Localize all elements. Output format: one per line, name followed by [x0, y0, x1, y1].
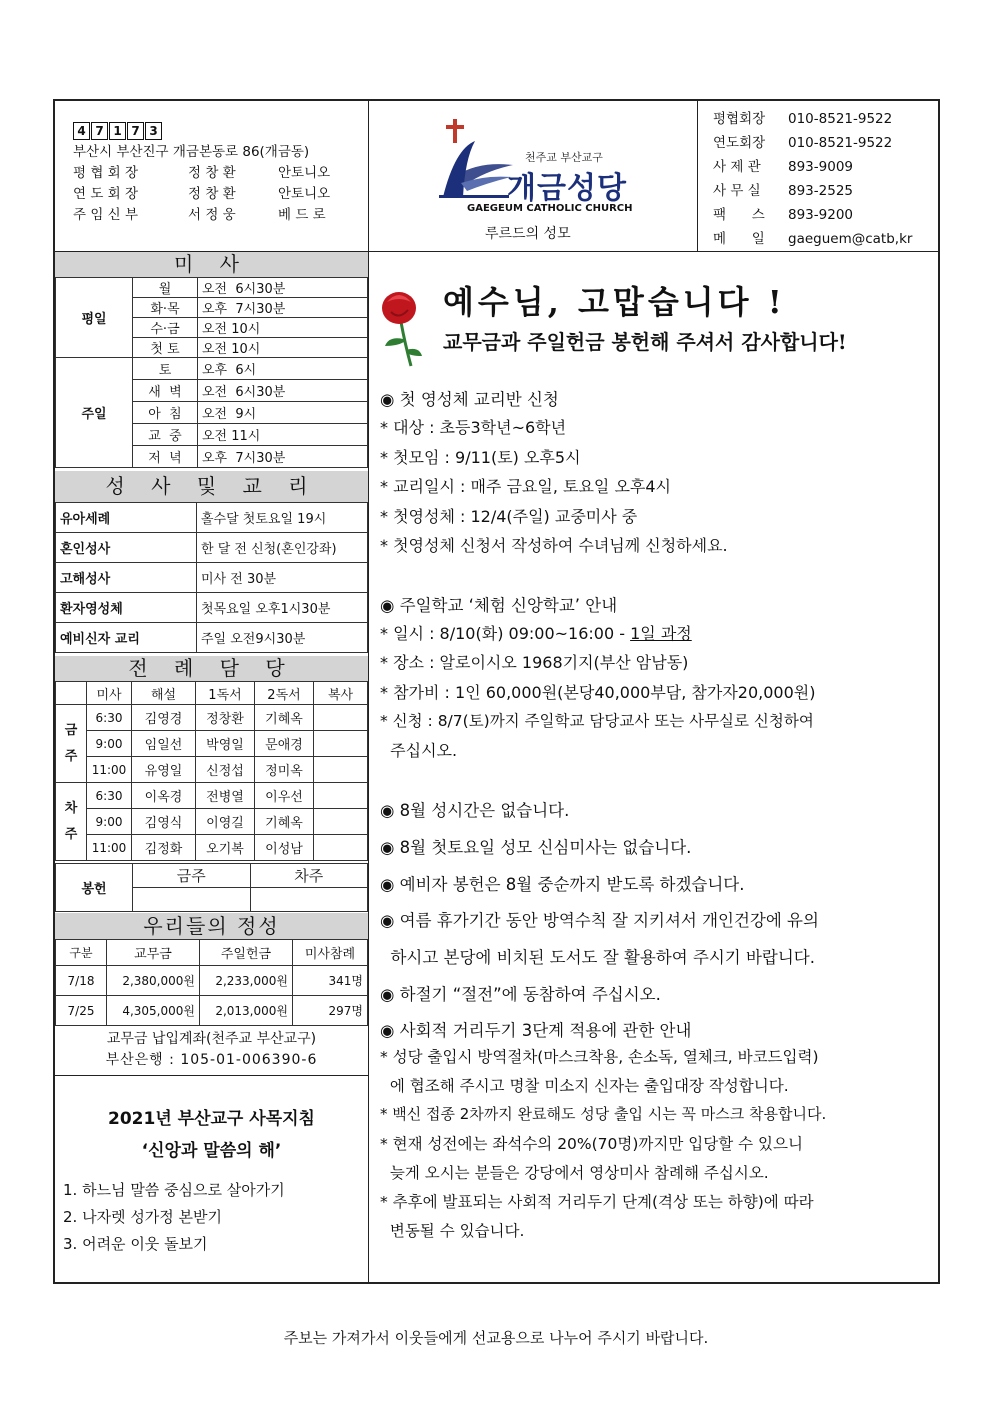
contact-row: 팩 스 893-9200 — [713, 207, 853, 223]
contact-row: 연도회장 010-8521-9522 — [713, 135, 893, 151]
text-line: 주십시오. — [380, 741, 458, 760]
postal-digit: 3 — [145, 122, 162, 140]
text-line: * 장소 : 알로이시오 1968기지(부산 암남동) — [380, 653, 689, 672]
contact-row: 평협회장 010-8521-9522 — [713, 111, 893, 127]
contact-row: 사 무 실 893-2525 — [713, 183, 853, 199]
column-divider — [368, 101, 369, 1284]
text-line: 변동될 수 있습니다. — [380, 1222, 525, 1240]
notice-item: ◉ 8월 첫토요일 성모 신심미사는 없습니다. — [380, 838, 692, 857]
logo-diocese: 천주교 부산교구 — [525, 151, 603, 164]
rose-icon — [375, 284, 425, 369]
donations-table: 구분 교무금 주일헌금 미사참례 7/18 2,380,000원 2,233,000원 341명 7/25 4,305,000원 2,013,000원 297명 — [55, 939, 368, 1026]
postal-digit: 7 — [91, 122, 108, 140]
text-line: * 첫모임 : 9/11(토) 오후5시 — [380, 448, 581, 467]
pastoral-list — [63, 1177, 285, 1258]
bulletin-frame — [53, 99, 940, 1284]
notice-item: ◉ 여름 휴가기간 동안 방역수칙 잘 지키셔서 개인건강에 유의 — [380, 911, 819, 930]
postal-digit: 7 — [127, 122, 144, 140]
logo-english: GAEGEUM CATHOLIC CHURCH — [467, 203, 633, 214]
text-line: * 백신 접종 2차까지 완료해도 성당 출입 시는 꼭 마스크 착용합니다. — [380, 1105, 827, 1123]
postal-code — [73, 121, 330, 142]
account-info: 교무금 납입계좌(천주교 부산교구) 부산은행 : 105-01-006390-6 — [105, 1031, 318, 1068]
pastoral-title: 2021년 부산교구 사목지침 — [108, 1109, 315, 1129]
header-info — [73, 121, 330, 226]
text-line: * 추후에 발표되는 사회적 거리두기 단계(격상 또는 하향)에 따라 — [380, 1193, 814, 1211]
text-line: * 대상 : 초등3학년~6학년 — [380, 418, 567, 437]
headline: 예수님, 고맙습니다 ! — [443, 283, 786, 321]
distancing-title: ◉ 사회적 거리두기 3단계 적용에 관한 안내 — [380, 1021, 692, 1040]
role-row: 평 협 회 장 정 창 환 안토니오 — [73, 165, 331, 181]
liturgy-header: 전 례 담 당 — [55, 656, 368, 681]
offering-table: 봉헌 금주 차주 — [55, 863, 368, 912]
footer-note: 주보는 가져가서 이웃들에게 선교용으로 나누어 주시기 바랍니다. — [283, 1329, 709, 1347]
liturgy-table: 미사 해설 1독서 2독서 복사 금 주 6:30 김영경 정창환 기혜옥 9:00 임일선 박영일 문애경 11:00 유영일 신정섭 정미옥 차 주 6:30 이옥경 전병열 이우선 9:00 김영식 이영길 기혜옥 11:00 김정화 오기복 이성남 — [55, 681, 368, 861]
list-item: 3. 어려운 이웃 돌보기 — [63, 1235, 208, 1253]
sacraments-table: 유아세례 홀수달 첫토요일 19시 혼인성사 한 달 전 신청(혼인강좌) 고해성사 미사 전 30분 환자영성체 첫목요일 오후1시30분 예비신자 교리 주일 오전9시30분 — [55, 502, 368, 653]
church-logo-icon — [435, 119, 515, 199]
text-line: * 첫영성체 : 12/4(주일) 교중미사 중 — [380, 507, 638, 526]
weekday-label: 평일 — [56, 278, 133, 358]
address: 부산시 부산진구 개금본동로 86(개금동) — [73, 144, 310, 160]
email-link[interactable]: gaeguem@catb,kr — [788, 231, 913, 247]
text-line: * 교리일시 : 매주 금요일, 토요일 오후4시 — [380, 477, 672, 496]
sunday-school-title: ◉ 주일학교 ‘체험 신앙학교’ 안내 — [380, 596, 618, 615]
text-line: * 현재 성전에는 좌석수의 20%(70명)까지만 입당할 수 있으니 — [380, 1135, 803, 1153]
sunday-label: 주일 — [56, 358, 133, 468]
logo-church-name: 개금성당 — [507, 171, 627, 206]
notice-item: 하시고 본당에 비치된 도서도 잘 활용하여 주시기 바랍니다. — [380, 948, 815, 967]
subheadline: 교무금과 주일헌금 봉헌해 주셔서 감사합니다! — [443, 330, 847, 354]
contact-list — [713, 107, 912, 251]
donations-header: 우리들의 정성 — [55, 913, 368, 939]
text-line: 늦게 오시는 분들은 강당에서 영상미사 참례해 주십시오. — [380, 1164, 769, 1182]
contact-row: 사 제 관 893-9009 — [713, 159, 853, 175]
pastoral-subtitle: ‘신앙과 말씀의 해’ — [141, 1141, 282, 1161]
text-line: * 참가비 : 1인 60,000원(본당40,000부담, 참가자20,000원) — [380, 683, 816, 702]
notice-item: ◉ 예비자 봉헌은 8월 중순까지 받도록 하겠습니다. — [380, 875, 745, 894]
notice-item: ◉ 하절기 “절전”에 동참하여 주십시오. — [380, 985, 661, 1004]
role-row: 연 도 회 장 정 창 환 안토니오 — [73, 186, 331, 202]
contact-row[interactable]: 메 일 gaeguem@catb,kr — [713, 231, 913, 247]
text-line: * 일시 : 8/10(화) 09:00~16:00 - 1일 과정 — [380, 624, 692, 643]
sacraments-header: 성 사 및 교 리 — [55, 471, 368, 502]
list-item: 1. 하느님 말씀 중심으로 살아가기 — [63, 1181, 285, 1199]
postal-digit: 1 — [109, 122, 126, 140]
first-communion-title: ◉ 첫 영성체 교리반 신청 — [380, 390, 559, 409]
mass-header: 미 사 — [55, 252, 368, 277]
text-line: 에 협조해 주시고 명찰 미소지 신자는 출입대장 작성합니다. — [380, 1077, 789, 1095]
text-line: * 신청 : 8/7(토)까지 주일학교 담당교사 또는 사무실로 신청하여 — [380, 712, 814, 730]
mass-table: 평일 월 오전 6시30분 화·목 오후 7시30분 수·금 오전 10시 첫 토 오전 10시 주일 토 오후 6시 새 벽 오전 6시30분 아 침 오전 9시 교 중 오전 11시 저 녁 오후 7시30분 — [55, 277, 368, 468]
role-row: 주 임 신 부 서 정 웅 베 드 로 — [73, 207, 326, 223]
notice-item: ◉ 8월 성시간은 없습니다. — [380, 801, 570, 820]
text-line: * 첫영성체 신청서 작성하여 수녀님께 신청하세요. — [380, 536, 728, 555]
postal-digit: 4 — [73, 122, 90, 140]
list-item: 2. 나자렛 성가정 본받기 — [63, 1208, 223, 1226]
contact-divider — [697, 101, 698, 251]
text-line: * 성당 출입시 방역절차(마스크착용, 손소독, 열체크, 바코드입력) — [380, 1048, 819, 1066]
patron-subtitle: 루르드의 성모 — [485, 226, 571, 242]
